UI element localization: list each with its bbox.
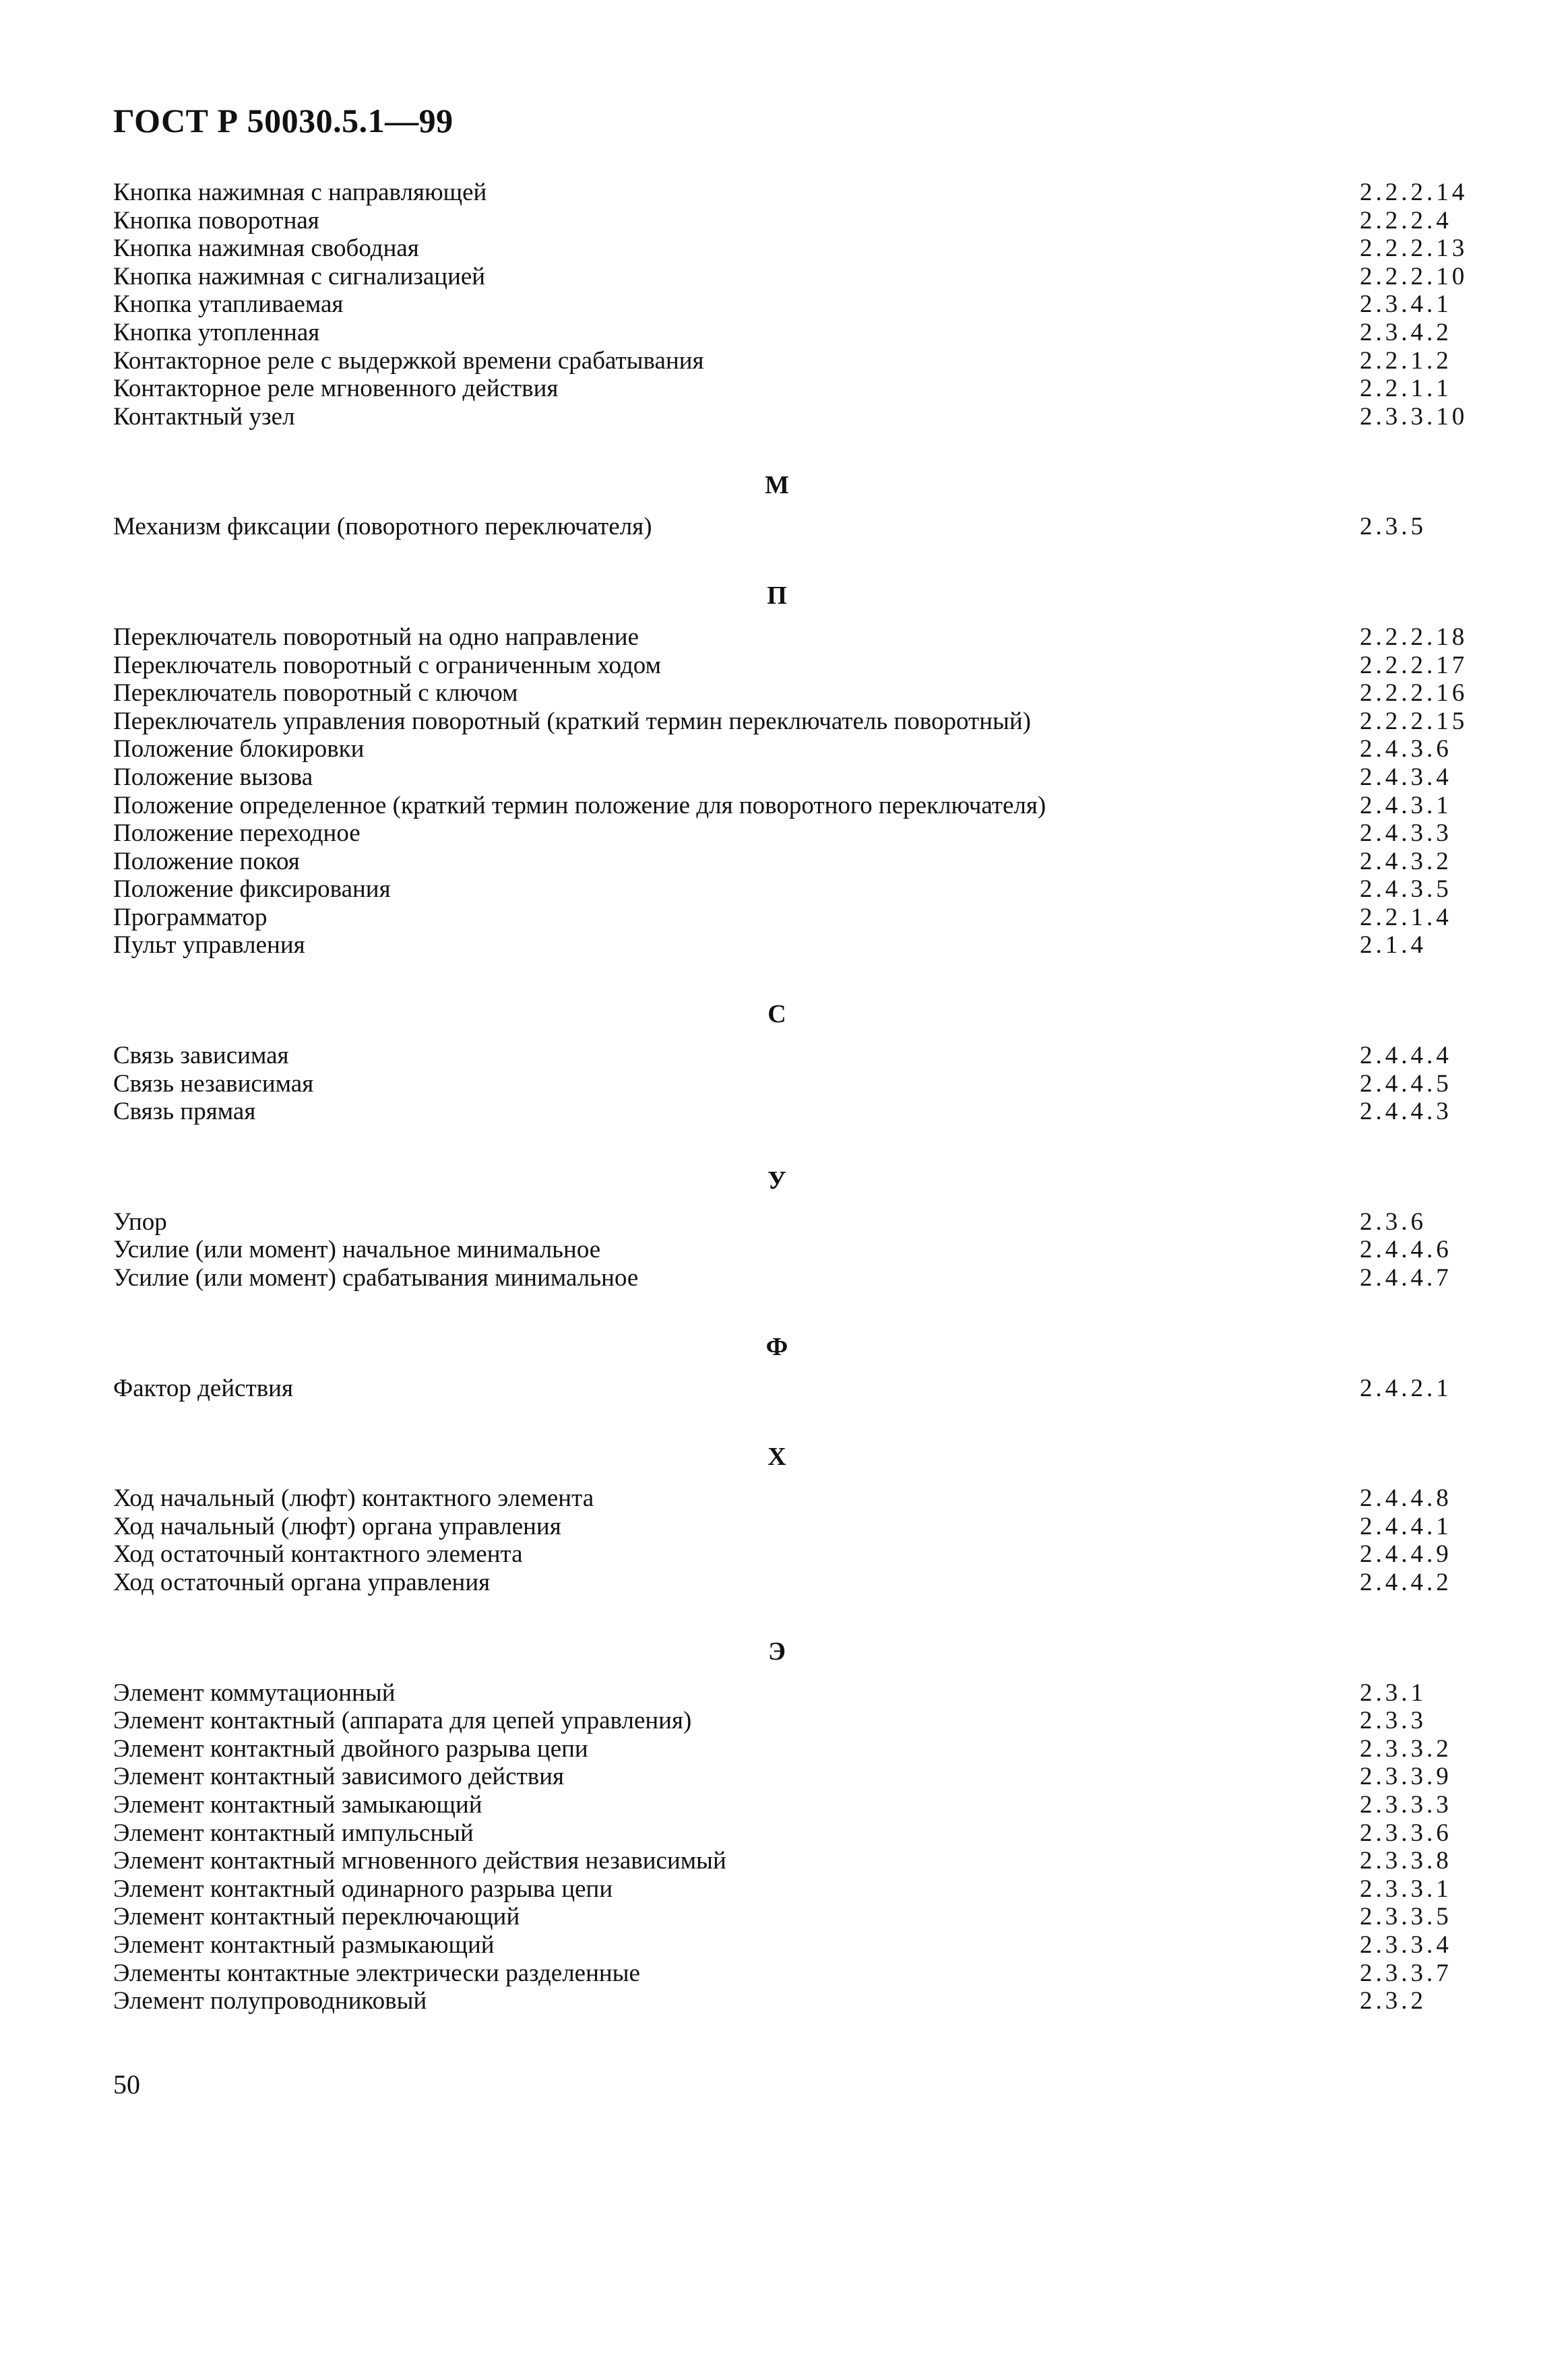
index-row (113, 904, 1454, 932)
index-row (113, 1959, 1454, 1988)
index-number: 2.3.3.1 (1360, 1875, 1452, 1903)
index-term: Элемент полупроводниковый (113, 1987, 427, 2015)
index-row (113, 1070, 1454, 1098)
index-group (113, 179, 1468, 431)
index-number: 2.4.4.4 (1360, 1042, 1452, 1070)
index-number: 2.4.3.1 (1360, 791, 1452, 819)
index-term: Кнопка нажимная свободная (113, 234, 419, 263)
index-term: Механизм фиксации (поворотного переключателя) (113, 513, 652, 541)
index-term: Усилие (или момент) начальное минимальное (113, 1236, 601, 1264)
index-term: Кнопка поворотная (113, 206, 319, 234)
section-letter-text: М (765, 471, 789, 500)
index-row (113, 319, 1454, 347)
index-term: Элемент контактный (аппарата для цепей управления) (113, 1707, 692, 1735)
index-number: 2.4.3.6 (1360, 735, 1452, 763)
index-row (113, 1791, 1454, 1819)
index-number: 2.3.3.6 (1360, 1819, 1452, 1847)
index-term: Кнопка нажимная с направляющей (113, 179, 487, 206)
index-row (113, 1847, 1454, 1875)
index-number: 2.2.2.14 (1360, 179, 1468, 206)
index-term: Элемент коммутационный (113, 1678, 396, 1707)
index-term: Положение вызова (113, 763, 313, 791)
section-letter-text: Э (768, 1637, 786, 1666)
index-term: Положение переходное (113, 819, 360, 848)
index-term: Элемент контактный замыкающий (113, 1790, 482, 1819)
index-number: 2.3.3.2 (1360, 1734, 1452, 1763)
document-header: ГОСТ Р 50030.5.1—99 (113, 102, 453, 139)
section-letter (113, 986, 1454, 1042)
index-number: 2.3.3.8 (1360, 1847, 1452, 1875)
section-letter-text: П (767, 581, 787, 610)
index-row (113, 1735, 1454, 1763)
index-term: Элемент контактный зависимого действия (113, 1763, 565, 1791)
index-row (113, 1540, 1454, 1569)
index-term: Ход начальный (люфт) контактного элемента (113, 1484, 594, 1513)
index-row (113, 179, 1468, 207)
index-row (113, 1484, 1454, 1513)
index-term: Ход начальный (люфт) органа управления (113, 1512, 561, 1540)
index-term: Элементы контактные электрически разделенные (113, 1959, 640, 1987)
index-row (113, 1236, 1454, 1264)
page-number: 50 (113, 2069, 140, 2100)
index-row (113, 875, 1454, 904)
index-row (113, 792, 1454, 820)
index-number: 2.2.1.4 (1360, 903, 1452, 931)
index-row (113, 1375, 1454, 1403)
index-number: 2.3.2 (1360, 1987, 1426, 2015)
index-number: 2.4.3.4 (1360, 763, 1452, 791)
index-number: 2.4.3.2 (1360, 847, 1452, 875)
index-row (113, 679, 1468, 708)
index-term: Положение определенное (краткий термин положение для поворотного переключателя) (113, 791, 1046, 819)
index-number: 2.2.2.17 (1360, 651, 1468, 679)
index-number: 2.4.4.1 (1360, 1512, 1452, 1540)
index-number: 2.3.3.4 (1360, 1930, 1452, 1959)
index-row (113, 234, 1468, 263)
index-row (113, 207, 1454, 235)
index-term: Элемент контактный двойного разрыва цепи (113, 1734, 588, 1763)
index-row (113, 1763, 1454, 1791)
index-number: 2.3.3 (1360, 1707, 1426, 1735)
index-number: 2.3.3.10 (1360, 402, 1468, 431)
index-term: Переключатель поворотный на одно направление (113, 623, 639, 651)
index-number: 2.4.2.1 (1360, 1374, 1452, 1402)
index-row (113, 1264, 1454, 1292)
index-row (113, 735, 1454, 763)
index-term: Переключатель поворотный с ключом (113, 679, 518, 708)
index-number: 2.4.4.7 (1360, 1264, 1452, 1292)
index-term: Контакторное реле с выдержкой времени срабатывания (113, 346, 704, 375)
index-row (113, 1875, 1454, 1904)
section-letter (113, 568, 1454, 623)
index-row (113, 1931, 1454, 1959)
index-term: Элемент контактный одинарного разрыва цепи (113, 1875, 613, 1903)
index-number: 2.4.3.3 (1360, 819, 1452, 848)
index-number: 2.4.4.9 (1360, 1540, 1452, 1569)
index-term: Кнопка утопленная (113, 318, 320, 346)
index-term: Связь прямая (113, 1098, 256, 1126)
index-number: 2.3.4.2 (1360, 318, 1452, 346)
alphabetical-index (113, 179, 1468, 2015)
section-letter (113, 1624, 1454, 1679)
index-number: 2.3.3.7 (1360, 1959, 1452, 1987)
index-row (113, 347, 1454, 375)
index-group (113, 513, 1454, 541)
index-row (113, 1042, 1454, 1070)
index-term: Кнопка нажимная с сигнализацией (113, 262, 486, 290)
index-row (113, 402, 1468, 431)
index-row (113, 623, 1468, 652)
index-group (113, 1484, 1454, 1596)
index-term: Контактный узел (113, 402, 295, 431)
section-letter-text: Ф (765, 1332, 788, 1361)
index-number: 2.3.3.5 (1360, 1903, 1452, 1931)
index-term: Связь независимая (113, 1069, 314, 1098)
index-row (113, 763, 1454, 792)
index-term: Положение фиксирования (113, 875, 391, 904)
index-number: 2.2.1.1 (1360, 375, 1452, 403)
index-number: 2.3.3.3 (1360, 1790, 1452, 1819)
index-row (113, 1569, 1454, 1597)
index-term: Связь зависимая (113, 1042, 289, 1070)
index-term: Пульт управления (113, 931, 305, 960)
index-term: Элемент контактный импульсный (113, 1819, 474, 1847)
index-group (113, 623, 1468, 960)
index-number: 2.2.2.4 (1360, 206, 1452, 234)
index-term: Положение покоя (113, 847, 300, 875)
index-row (113, 819, 1454, 848)
index-term: Фактор действия (113, 1374, 294, 1402)
index-row (113, 931, 1454, 960)
index-row (113, 262, 1468, 291)
section-letter (113, 1153, 1454, 1208)
index-row (113, 1679, 1454, 1707)
section-letter (113, 1429, 1454, 1484)
index-term: Программатор (113, 903, 268, 931)
index-row (113, 1819, 1454, 1848)
section-letter-text: Х (767, 1443, 786, 1472)
index-number: 2.3.6 (1360, 1207, 1426, 1236)
index-group (113, 1042, 1454, 1126)
index-row (113, 1987, 1454, 2015)
section-letter (113, 1319, 1454, 1375)
index-term: Ход остаточный контактного элемента (113, 1540, 523, 1569)
section-letter-text: С (767, 1000, 786, 1029)
index-term: Элемент контактный мгновенного действия независимый (113, 1847, 726, 1875)
index-row (113, 848, 1454, 876)
index-group (113, 1375, 1454, 1403)
index-number: 2.2.2.10 (1360, 262, 1468, 290)
index-number: 2.4.4.3 (1360, 1098, 1452, 1126)
index-row (113, 1903, 1454, 1931)
index-number: 2.3.5 (1360, 513, 1426, 541)
index-term: Положение блокировки (113, 735, 365, 763)
index-number: 2.4.4.8 (1360, 1484, 1452, 1513)
index-number: 2.2.2.18 (1360, 623, 1468, 651)
index-row (113, 290, 1454, 319)
index-row (113, 707, 1468, 736)
section-letter-text: У (767, 1166, 786, 1195)
index-number: 2.3.4.1 (1360, 290, 1452, 319)
index-group (113, 1679, 1454, 2015)
index-number: 2.3.3.9 (1360, 1763, 1452, 1791)
index-row (113, 1707, 1454, 1735)
index-number: 2.4.4.5 (1360, 1069, 1452, 1098)
index-term: Усилие (или момент) срабатывания минимальное (113, 1264, 639, 1292)
index-term: Переключатель поворотный с ограниченным ходом (113, 651, 661, 679)
index-number: 2.4.4.6 (1360, 1236, 1452, 1264)
index-term: Кнопка утапливаемая (113, 290, 344, 319)
index-number: 2.4.3.5 (1360, 875, 1452, 904)
index-number: 2.2.2.16 (1360, 679, 1468, 708)
index-number: 2.4.4.2 (1360, 1569, 1452, 1596)
index-number: 2.1.4 (1360, 931, 1426, 960)
index-term: Ход остаточный органа управления (113, 1569, 491, 1596)
index-term: Элемент контактный переключающий (113, 1903, 520, 1931)
index-term: Элемент контактный размыкающий (113, 1930, 495, 1959)
index-row (113, 1208, 1454, 1236)
index-number: 2.2.2.15 (1360, 707, 1468, 735)
index-row (113, 513, 1454, 541)
index-number: 2.3.1 (1360, 1678, 1426, 1707)
index-term: Упор (113, 1207, 167, 1236)
index-row (113, 651, 1468, 680)
index-term: Контакторное реле мгновенного действия (113, 375, 559, 403)
index-number: 2.2.2.13 (1360, 234, 1468, 263)
index-number: 2.2.1.2 (1360, 346, 1452, 375)
index-row (113, 1513, 1454, 1541)
index-group (113, 1208, 1454, 1292)
index-term: Переключатель управления поворотный (краткий термин переключатель поворотный) (113, 707, 1031, 735)
index-row (113, 375, 1454, 403)
section-letter (113, 458, 1454, 513)
index-row (113, 1098, 1454, 1126)
